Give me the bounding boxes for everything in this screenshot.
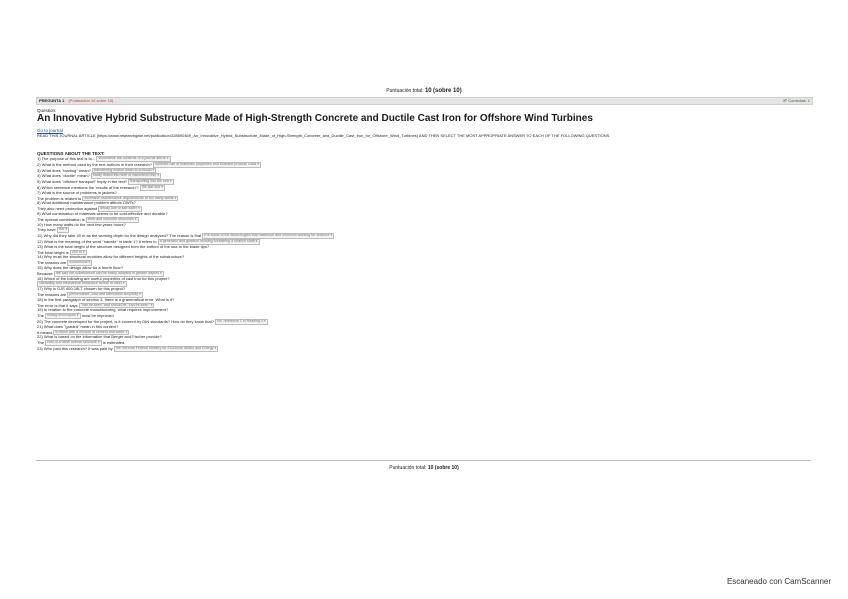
question-text: They also need protection against <box>37 206 98 212</box>
questions-heading: QUESTIONS ABOUT THE TEXT: <box>37 151 105 156</box>
total-score-bottom <box>0 465 848 471</box>
question-text: 9) What combination of materials seems to be cost-effective and durable? <box>37 210 168 216</box>
answer-dropdown[interactable]: excessive maintenance requirements of too many welds ▾ <box>82 196 178 202</box>
question-text: Because <box>37 270 53 276</box>
question-text: 18) In the first paragraph of section 3, there is a grammatical error. What is it? <box>37 296 175 302</box>
question-text: The error is that it says <box>37 302 78 308</box>
answer-dropdown[interactable]: transferring motion down to a mould ▾ <box>92 168 156 174</box>
question-tail-text: must be improved <box>81 313 114 319</box>
question-label: PREGUNTA 1 <box>39 98 65 103</box>
score-label: Puntuación total: <box>389 465 427 471</box>
question-text: 23) Who paid this research? It was paid by <box>37 345 113 351</box>
question-text: 10) How many watts do the next few years hours? <box>37 221 126 227</box>
question-text: 13) What is the total height of the structure designed from the bottom of the sea to the blade tips? <box>37 243 210 249</box>
answer-dropdown[interactable]: No, reference 1 in Reading 4 ▾ <box>215 319 268 325</box>
answer-dropdown[interactable]: 200 m ▾ <box>70 250 87 256</box>
question-text: 17) Why is GJS 400-18LT chosen for this project? <box>37 286 126 292</box>
answer-dropdown[interactable]: the last one ▾ <box>140 185 165 191</box>
question-row <box>37 346 457 352</box>
score-value: 10 <box>424 88 432 94</box>
question-text: 4) What does "ductile" mean? <box>37 173 90 179</box>
answer-dropdown[interactable]: the way the substructure can be easily adapted to greater depths ▾ <box>54 271 164 277</box>
score-of: (sobre 10) <box>433 88 462 94</box>
question-text: 8) What additional maintenance problem affects OWTs? <box>37 200 136 206</box>
total-score-top <box>0 88 848 94</box>
question-text: 12) What is the meaning of the word "nacelle" in table 1? It refers to <box>37 238 157 244</box>
answer-dropdown[interactable]: performance, cost and fabrication simplicity ▾ <box>67 292 143 298</box>
answer-dropdown[interactable]: easily drawn into wire or hammered thin ▾ <box>91 173 161 179</box>
question-text: They have <box>37 227 56 233</box>
answer-dropdown[interactable]: mixing techniques ▾ <box>45 313 81 319</box>
answer-dropdown[interactable]: it is some of the technologies that maximum and minimum working for onshore ▾ <box>202 233 334 239</box>
question-text: 19) In relation to the concrete manufacturing, what requires improvement? <box>37 307 169 313</box>
question-text: 22) What is based on the information that Berger and Fischer provide? <box>37 334 162 340</box>
question-text: The reasons are <box>37 291 67 297</box>
question-text: The reasons are <box>37 260 67 266</box>
question-text: 14) Why must the structural modules allow for different heights of the substructure? <box>37 254 185 260</box>
question-text: 11) Why did they take 40 m as the working depth for the design analysed? The reason is that <box>37 233 202 239</box>
question-text: The <box>37 313 44 319</box>
answer-dropdown[interactable]: to finish with a mixture of cement and water ▾ <box>53 330 129 336</box>
questions-list <box>37 156 457 352</box>
question-points: (Puntuación 10 sobre 10) <box>68 98 114 103</box>
question-text: 15) Why does the design allow for a fourth floor? <box>37 264 124 270</box>
question-text: The optimal combination is <box>37 216 85 222</box>
answer-dropdown[interactable]: a generator and gearbox housing containing a rotation shaft ▾ <box>158 239 260 245</box>
question-text: It means <box>37 329 53 335</box>
journal-link[interactable]: Go to journal <box>37 128 63 133</box>
question-text: The problem is related to <box>37 195 82 201</box>
score-value: 10 <box>427 465 434 471</box>
answer-dropdown[interactable]: transporting into the sea ▾ <box>128 179 173 185</box>
question-header-bar <box>36 97 813 105</box>
answer-dropdown[interactable]: steel and concrete structures ▾ <box>86 217 139 223</box>
question-text: 3) What does "loading" mean? <box>37 167 91 173</box>
score-of: (sobre 10) <box>434 465 459 471</box>
score-label: Puntuación total: <box>386 88 424 94</box>
question-text: 7) What is the source of problems in jackets? <box>37 189 117 195</box>
question-text: 20) The concrete developed for the project, is it covered by DIN standards? How do they know that? <box>37 318 214 324</box>
page-title: An Innovative Hybrid Substructure Made of High-Strength Concrete and Ductile Cast Iron for Offshore Wind Turbines <box>37 113 593 124</box>
answer-dropdown[interactable]: the German Federal Ministry for Economic Affairs and Energy ▾ <box>114 346 219 352</box>
question-text: 1) The purpose of this text is to... <box>37 155 96 161</box>
answer-dropdown[interactable]: summarize the contents of a journal article ▾ <box>96 156 170 162</box>
answer-dropdown[interactable]: optimize use of materials properties and examine process costs ▾ <box>153 162 261 168</box>
answer-dropdown[interactable]: five ▾ <box>57 227 69 233</box>
scanner-watermark: Escaneado con CamScanner <box>726 577 831 586</box>
question-text: 6) Which sentence mentions the 'results of the research'? <box>37 184 139 190</box>
question-text: 5) What does "offshore transport" imply in the text? <box>37 179 128 185</box>
divider <box>36 460 811 461</box>
answer-dropdown[interactable]: "can be seen" and should be "can be seen" ▾ <box>79 303 155 309</box>
question-text: 21) What does "graded" mean in this context? <box>37 323 119 329</box>
question-text: 2) What is the method used by the text authors in their research? <box>37 161 152 167</box>
answer-dropdown[interactable]: cost of a 6MW turbine structure ▾ <box>45 340 102 346</box>
answer-dropdown[interactable]: castability and mechanical behaviour similar to steel ▾ <box>37 281 127 287</box>
instructions-text: READ THIS JOURNAL ARTICLE (https://www.researchgate.net/publication/328690469_An_Innovative_Hybrid_Substructure_Made_of_High-Strength_Concrete_and_Ductile_Cast_Iron_for_Offshore_Wind_Turbines) AND THEN SELECT THE MOST APPROPRIATE ANSWER TO EACH OF THE FOLLOWING QUESTIONS. <box>37 133 611 138</box>
question-text: The total height is <box>37 249 69 255</box>
question-text: The <box>37 340 44 346</box>
question-subtitle: Question: <box>37 108 57 113</box>
answer-dropdown[interactable]: decay due to salt water ▾ <box>98 206 142 212</box>
answer-dropdown[interactable]: economical ▾ <box>67 260 92 266</box>
correct-count: 8º Correctas: 1 <box>783 98 810 103</box>
question-tail-text: is estimated. <box>102 340 126 346</box>
question-text: 16) Which of the following are useful properties of cast iron for this project? <box>37 275 170 281</box>
